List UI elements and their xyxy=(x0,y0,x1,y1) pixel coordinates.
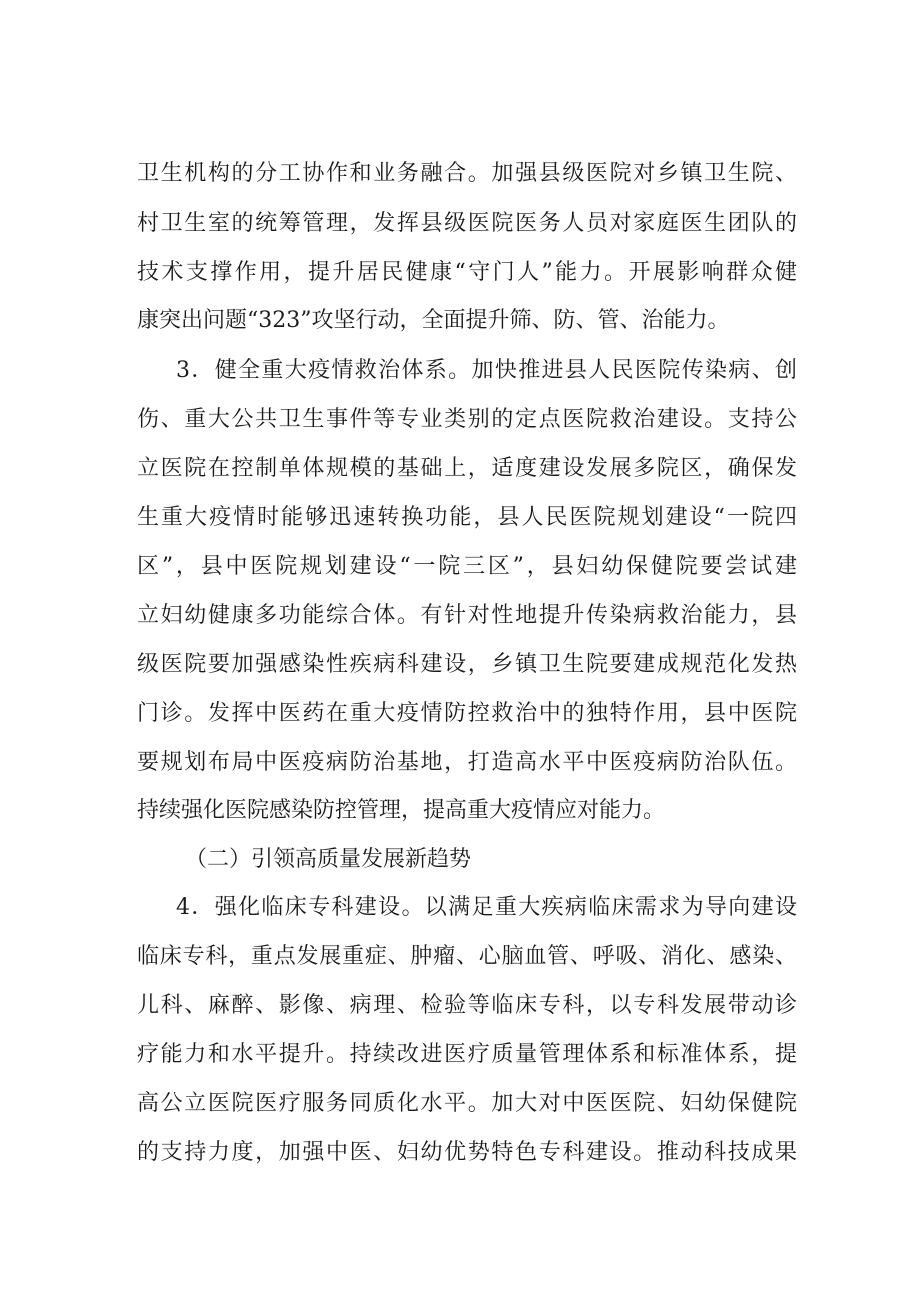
paragraph-line: 高公立医院医疗服务同质化水平。加大对中医医院、妇幼保健院 xyxy=(137,1091,797,1116)
paragraph-line: 的支持力度，加强中医、妇幼优势特色专科建设。推动科技成果 xyxy=(137,1140,797,1165)
paragraph-line: 儿科、麻醉、影像、病理、检验等临床专科，以专科发展带动诊 xyxy=(137,993,797,1018)
paragraph-line: 3．健全重大疫情救治体系。加快推进县人民医院传染病、创 xyxy=(176,358,797,383)
paragraph-line: 伤、重大公共卫生事件等专业类别的定点医院救治建设。支持公 xyxy=(137,407,797,432)
paragraph-line: 持续强化医院感染防控管理，提高重大疫情应对能力。 xyxy=(137,798,666,823)
paragraph-line: 门诊。发挥中医药在重大疫情防控救治中的独特作用，县中医院 xyxy=(137,701,797,726)
paragraph-line: 村卫生室的统筹管理，发挥县级医院医务人员对家庭医生团队的 xyxy=(137,211,797,236)
paragraph-line: 康突出问题“323”攻坚行动，全面提升筛、防、管、治能力。 xyxy=(137,308,730,333)
paragraph-line: 生重大疫情时能够迅速转换功能，县人民医院规划建设“一院四 xyxy=(137,505,797,530)
section-heading: （二）引领高质量发展新趋势 xyxy=(185,847,472,872)
paragraph-line: 卫生机构的分工协作和业务融合。加强县级医院对乡镇卫生院、 xyxy=(137,161,797,186)
paragraph-line: 区”，县中医院规划建设“一院三区”，县妇幼保健院要尝试建 xyxy=(137,554,797,579)
paragraph-line: 立妇幼健康多功能综合体。有针对性地提升传染病救治能力，县 xyxy=(137,603,797,628)
paragraph-line: 要规划布局中医疫病防治基地，打造高水平中医疫病防治队伍。 xyxy=(137,750,797,775)
paragraph-line: 立医院在控制单体规模的基础上，适度建设发展多院区，确保发 xyxy=(137,456,797,481)
paragraph-line: 4．强化临床专科建设。以满足重大疾病临床需求为导向建设 xyxy=(176,895,797,920)
paragraph-line: 疗能力和水平提升。持续改进医疗质量管理体系和标准体系，提 xyxy=(137,1042,797,1067)
paragraph-line: 技术支撑作用，提升居民健康“守门人”能力。开展影响群众健 xyxy=(137,260,797,285)
paragraph-line: 级医院要加强感染性疾病科建设，乡镇卫生院要建成规范化发热 xyxy=(137,652,797,677)
paragraph-line: 临床专科，重点发展重症、肿瘤、心脑血管、呼吸、消化、感染、 xyxy=(137,944,797,969)
